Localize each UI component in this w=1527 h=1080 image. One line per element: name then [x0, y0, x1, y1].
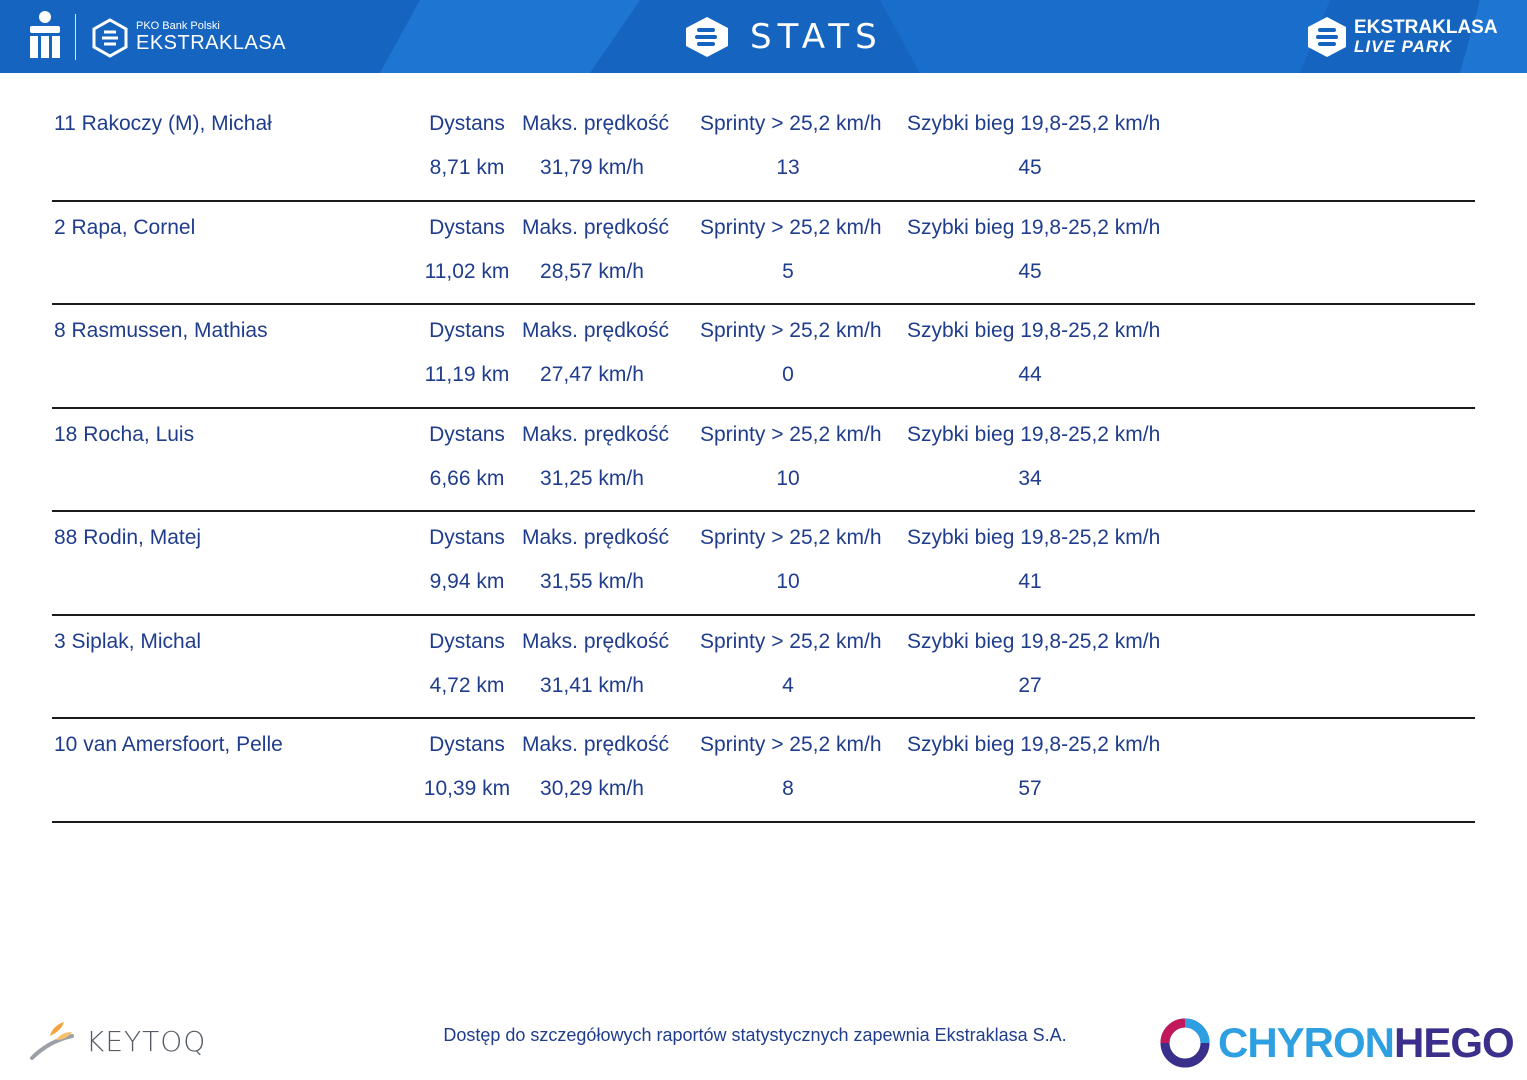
max-speed-value: 30,29 km/h — [540, 777, 644, 800]
table-row — [52, 616, 1475, 720]
league-name: EKSTRAKLASA — [136, 32, 287, 54]
distance-value: 10,39 km — [423, 777, 511, 800]
fast-runs-value: 41 — [1018, 570, 1042, 593]
sprints-label: Sprinty > 25,2 km/h — [700, 112, 882, 135]
fast-runs-value: 57 — [1018, 777, 1042, 800]
max-speed-value: 31,41 km/h — [540, 673, 644, 697]
stats-title: STATS — [750, 17, 883, 57]
fast-runs-value: 34 — [1018, 466, 1042, 490]
ekstraklasa-e-icon — [684, 16, 730, 58]
max-speed-value: 27,47 km/h — [540, 363, 644, 386]
fast-runs-label: Szybki bieg 19,8-25,2 km/h — [907, 215, 1161, 239]
distance-value: 8,71 km — [429, 156, 505, 179]
fast-runs-label: Szybki bieg 19,8-25,2 km/h — [907, 112, 1161, 135]
table-row — [52, 512, 1475, 616]
max-speed-label: Maks. prędkość — [522, 422, 670, 446]
distance-label: Dystans — [429, 422, 505, 446]
fast-runs-label: Szybki bieg 19,8-25,2 km/h — [907, 319, 1161, 342]
sprints-value: 0 — [782, 363, 794, 386]
sprints-value: 10 — [776, 466, 800, 490]
max-speed-label: Maks. prędkość — [522, 526, 670, 549]
distance-value: 11,19 km — [424, 363, 510, 386]
fast-runs-value: 27 — [1018, 673, 1042, 697]
footer-note: Dostęp do szczegółowych raportów statystycznych zapewnia Ekstraklasa S.A. — [443, 1025, 1067, 1045]
keytoq-swoosh-icon — [28, 1018, 78, 1064]
chyron-word: CHYRON — [1218, 1019, 1395, 1066]
fast-runs-label: Szybki bieg 19,8-25,2 km/h — [907, 733, 1161, 756]
max-speed-label: Maks. prędkość — [522, 319, 670, 342]
max-speed-value: 31,25 km/h — [540, 466, 644, 490]
max-speed-value: 31,55 km/h — [540, 570, 644, 593]
fast-runs-value: 44 — [1018, 363, 1042, 386]
fast-runs-value: 45 — [1018, 259, 1042, 283]
distance-label: Dystans — [429, 733, 505, 756]
player-name: 11 Rakoczy (M), Michał — [54, 112, 272, 135]
sprints-label: Sprinty > 25,2 km/h — [700, 629, 882, 653]
max-speed-value: 28,57 km/h — [540, 259, 644, 283]
distance-label: Dystans — [429, 629, 505, 653]
sprints-label: Sprinty > 25,2 km/h — [700, 319, 882, 342]
sprints-value: 4 — [782, 673, 794, 697]
sprints-label: Sprinty > 25,2 km/h — [700, 733, 882, 756]
fast-runs-label: Szybki bieg 19,8-25,2 km/h — [907, 629, 1161, 653]
table-row — [52, 202, 1475, 306]
chyronhego-ring-icon — [1158, 1016, 1212, 1070]
page-title — [684, 14, 883, 60]
player-name: 10 van Amersfoort, Pelle — [54, 733, 283, 756]
distance-label: Dystans — [429, 526, 505, 549]
distance-label: Dystans — [429, 319, 505, 342]
live-park-line2: LIVE PARK — [1354, 37, 1453, 56]
distance-value: 6,66 km — [429, 466, 505, 490]
sprints-label: Sprinty > 25,2 km/h — [700, 422, 882, 446]
sprints-value: 8 — [782, 777, 794, 800]
sprints-value: 10 — [776, 570, 800, 593]
max-speed-value: 31,79 km/h — [540, 156, 644, 179]
table-row — [52, 719, 1475, 823]
player-name: 18 Rocha, Luis — [54, 422, 195, 446]
distance-label: Dystans — [429, 215, 505, 239]
sprints-label: Sprinty > 25,2 km/h — [700, 215, 882, 239]
table-row — [52, 98, 1475, 202]
player-name: 8 Rasmussen, Mathias — [54, 319, 268, 342]
table-row — [52, 409, 1475, 513]
sprints-value: 5 — [782, 259, 794, 283]
player-name: 3 Siplak, Michal — [54, 629, 202, 653]
max-speed-label: Maks. prędkość — [522, 215, 670, 239]
max-speed-label: Maks. prędkość — [522, 733, 670, 756]
keytoq-name: KEYTOQ — [86, 1024, 207, 1058]
header-separator — [75, 14, 76, 60]
keytoq-logo — [28, 1018, 206, 1064]
table-row — [52, 305, 1475, 409]
distance-value: 11,02 km — [424, 259, 510, 283]
fast-runs-value: 45 — [1018, 156, 1042, 179]
live-park-logo-icon — [1306, 16, 1348, 58]
live-park-line1: EKSTRAKLASA — [1354, 17, 1498, 38]
ekstraklasa-logo-icon — [90, 18, 130, 58]
header-bar — [0, 0, 1527, 73]
player-stats-table — [52, 98, 1475, 823]
fast-runs-label: Szybki bieg 19,8-25,2 km/h — [907, 422, 1161, 446]
pko-logo-icon — [26, 10, 64, 60]
player-name: 2 Rapa, Cornel — [54, 215, 196, 239]
distance-label: Dystans — [429, 112, 505, 135]
max-speed-label: Maks. prędkość — [522, 112, 670, 135]
sprints-value: 13 — [776, 156, 800, 179]
sprints-label: Sprinty > 25,2 km/h — [700, 526, 882, 549]
max-speed-label: Maks. prędkość — [522, 629, 670, 653]
chyronhego-logo — [1158, 1016, 1514, 1070]
fast-runs-label: Szybki bieg 19,8-25,2 km/h — [907, 526, 1161, 549]
hego-word: HEGO — [1394, 1019, 1514, 1066]
bank-name: PKO Bank Polski — [136, 20, 220, 32]
distance-value: 4,72 km — [429, 673, 505, 697]
player-name: 88 Rodin, Matej — [54, 526, 202, 549]
distance-value: 9,94 km — [429, 570, 505, 593]
